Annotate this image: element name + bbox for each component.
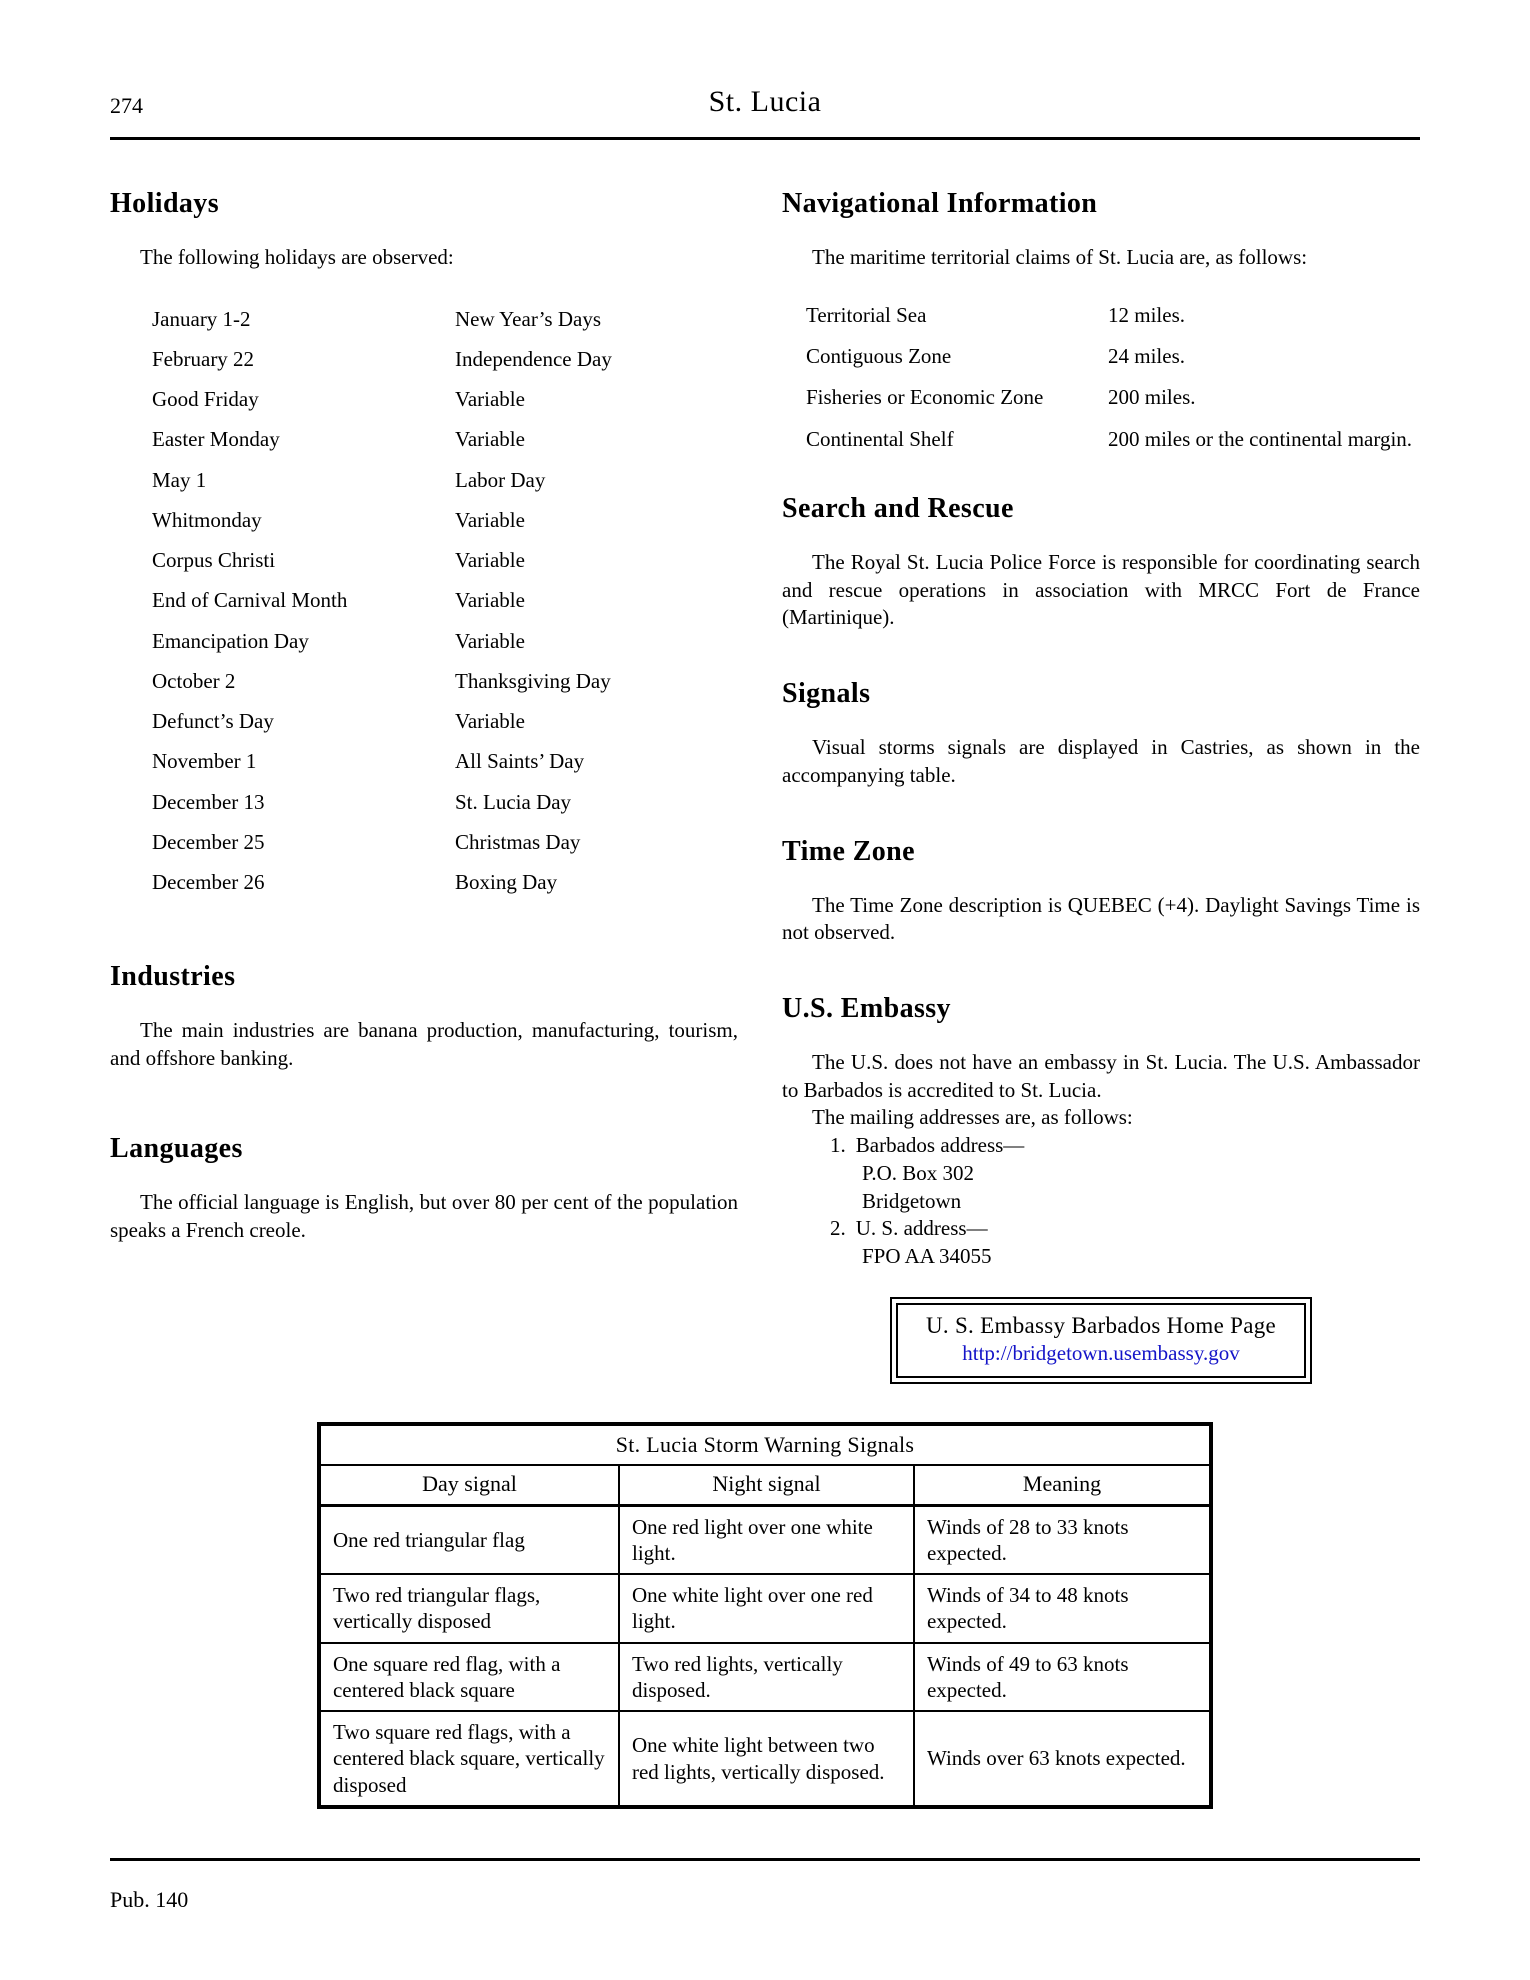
meaning-cell: Winds over 63 knots expected. [914, 1711, 1211, 1807]
holiday-row [152, 829, 738, 855]
page-number: 274 [110, 93, 143, 118]
holiday-row [152, 869, 738, 895]
night-signal-cell: One red light over one white light. [619, 1505, 914, 1574]
us-embassy-para1: The U.S. does not have an embassy in St. Lucia. The U.S. Ambassador to Barbados is accredited to St. Lucia. [782, 1049, 1420, 1102]
address-line: P.O. Box 302 [862, 1160, 975, 1185]
column-header-night-signal: Night signal [619, 1465, 914, 1506]
holiday-list [152, 306, 738, 896]
holiday-row [152, 346, 738, 372]
section-heading-search-rescue: Search and Rescue [782, 492, 1014, 524]
claim-row [806, 343, 1420, 370]
holiday-row [152, 587, 738, 613]
claim-value: 200 miles or the continental margin. [1108, 426, 1413, 451]
column-header-meaning: Meaning [914, 1465, 1211, 1506]
holiday-date: Whitmonday [152, 507, 262, 532]
holiday-date: Emancipation Day [152, 628, 309, 653]
holiday-date: May 1 [152, 467, 207, 492]
signals-text: Visual storms signals are displayed in Castries, as shown in the accompanying table. [782, 735, 1420, 787]
day-signal-cell: Two square red flags, with a centered black square, vertically disposed [319, 1711, 619, 1807]
right-column [782, 174, 1420, 1384]
holiday-row [152, 426, 738, 452]
holiday-date: December 13 [152, 789, 265, 814]
storm-warning-table [317, 1422, 1213, 1809]
holiday-name: New Year’s Days [455, 306, 602, 331]
embassy-homepage-title: U. S. Embassy Barbados Home Page [925, 1312, 1277, 1338]
claim-row [806, 302, 1420, 329]
claim-label: Territorial Sea [806, 302, 927, 327]
search-rescue-text: The Royal St. Lucia Police Force is responsible for coordinating search and rescue operations in association with MRCC Fort de France (Martinique). [782, 549, 1420, 630]
day-signal-cell: One red triangular flag [319, 1505, 619, 1574]
time-zone-text: The Time Zone description is QUEBEC (+4). Daylight Savings Time is not observed. [782, 892, 1420, 945]
day-signal-cell: One square red flag, with a centered black square [319, 1643, 619, 1712]
night-signal-cell: Two red lights, vertically disposed. [619, 1643, 914, 1712]
holiday-date: Good Friday [152, 387, 259, 412]
section-heading-signals: Signals [782, 678, 871, 710]
address-number: 1. [830, 1133, 846, 1158]
holiday-row [152, 708, 738, 734]
table-row [319, 1505, 1211, 1574]
holiday-date: October 2 [152, 668, 236, 693]
header-rule [110, 137, 1420, 140]
holiday-date: February 22 [152, 346, 255, 371]
claim-value: 12 miles. [1108, 302, 1185, 327]
holiday-row [152, 306, 738, 332]
page-footer [110, 1858, 1420, 1913]
section-heading-us-embassy: U.S. Embassy [782, 992, 951, 1024]
meaning-cell: Winds of 28 to 33 knots expected. [914, 1505, 1211, 1574]
address-item [830, 1132, 1420, 1215]
holiday-name: Independence Day [455, 346, 612, 371]
holiday-name: Variable [455, 628, 525, 653]
holiday-row [152, 547, 738, 573]
holiday-row [152, 467, 738, 493]
two-column-body [110, 174, 1420, 1384]
holiday-row [152, 668, 738, 694]
holiday-date: January 1-2 [152, 306, 251, 331]
section-heading-languages: Languages [110, 1132, 243, 1164]
holiday-date: End of Carnival Month [152, 588, 348, 613]
embassy-homepage-link[interactable]: http://bridgetown.usembassy.gov [962, 1340, 1240, 1365]
holiday-name: Variable [455, 548, 525, 573]
column-header-day-signal: Day signal [319, 1465, 619, 1506]
holiday-row [152, 386, 738, 412]
page-header [110, 85, 1420, 127]
address-number: 2. [830, 1216, 846, 1241]
meaning-cell: Winds of 34 to 48 knots expected. [914, 1574, 1211, 1643]
address-label: U. S. address— [855, 1216, 988, 1241]
holiday-date: Defunct’s Day [152, 709, 274, 734]
claim-label: Contiguous Zone [806, 344, 952, 369]
meaning-cell: Winds of 49 to 63 knots expected. [914, 1643, 1211, 1712]
mailing-address-list [830, 1132, 1420, 1271]
holiday-name: Variable [455, 427, 525, 452]
holiday-name: Variable [455, 709, 525, 734]
holiday-name: Christmas Day [455, 829, 581, 854]
holiday-name: All Saints’ Day [455, 749, 585, 774]
table-row [319, 1643, 1211, 1712]
section-heading-nav-info: Navigational Information [782, 188, 1098, 219]
address-item [830, 1215, 1420, 1270]
holiday-name: Labor Day [455, 467, 546, 492]
holiday-name: St. Lucia Day [455, 789, 572, 814]
embassy-homepage-box [890, 1297, 1312, 1384]
claim-value: 200 miles. [1108, 385, 1196, 410]
section-heading-time-zone: Time Zone [782, 835, 915, 867]
claim-value: 24 miles. [1108, 344, 1185, 369]
holiday-date: December 26 [152, 870, 265, 895]
maritime-claims-list [806, 302, 1420, 453]
industries-text: The main industries are banana production, manufacturing, tourism, and offshore banking. [110, 1018, 738, 1071]
holidays-intro: The following holidays are observed: [140, 245, 454, 269]
holiday-name: Variable [455, 588, 525, 613]
holiday-name: Variable [455, 507, 525, 532]
section-heading-holidays: Holidays [110, 188, 220, 219]
left-column [110, 174, 738, 1384]
holiday-date: Corpus Christi [152, 548, 276, 573]
us-embassy-para2: The mailing addresses are, as follows: [812, 1105, 1133, 1130]
holiday-date: December 25 [152, 829, 265, 854]
nav-info-intro: The maritime territorial claims of St. Lucia are, as follows: [812, 245, 1308, 269]
address-line: Bridgetown [862, 1188, 962, 1213]
address-label: Barbados address— [855, 1133, 1025, 1158]
holiday-date: Easter Monday [152, 427, 280, 452]
holiday-name: Boxing Day [455, 870, 558, 895]
holiday-row [152, 507, 738, 533]
holiday-row [152, 748, 738, 774]
claim-label: Fisheries or Economic Zone [806, 385, 1044, 410]
day-signal-cell: Two red triangular flags, vertically disposed [319, 1574, 619, 1643]
claim-row [806, 384, 1420, 411]
claim-label: Continental Shelf [806, 426, 954, 451]
section-heading-industries: Industries [110, 961, 236, 993]
night-signal-cell: One white light between two red lights, vertically disposed. [619, 1711, 914, 1807]
holiday-row [152, 789, 738, 815]
pub-number: Pub. 140 [110, 1887, 189, 1912]
claim-row [806, 426, 1420, 453]
languages-text: The official language is English, but over 80 per cent of the population speaks a French creole. [110, 1189, 738, 1242]
table-row [319, 1711, 1211, 1807]
address-line: FPO AA 34055 [862, 1243, 992, 1268]
holiday-name: Thanksgiving Day [455, 668, 611, 693]
table-row [319, 1574, 1211, 1643]
storm-table-title: St. Lucia Storm Warning Signals [319, 1424, 1211, 1465]
page-title: St. Lucia [708, 85, 822, 118]
holiday-name: Variable [455, 387, 525, 412]
holiday-row [152, 628, 738, 654]
night-signal-cell: One white light over one red light. [619, 1574, 914, 1643]
holiday-date: November 1 [152, 749, 257, 774]
